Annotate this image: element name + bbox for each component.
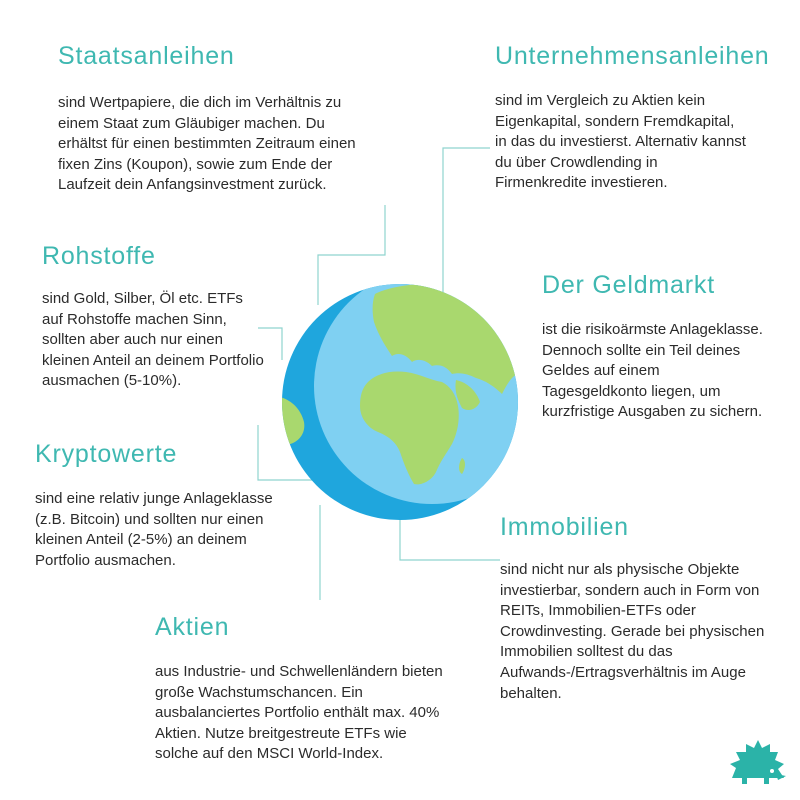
immobilien-title: Immobilien [500, 513, 629, 541]
section-rohstoffe [42, 242, 267, 392]
globe-icon [280, 282, 520, 522]
rohstoffe-title: Rohstoffe [42, 242, 156, 270]
section-staatsanleihen [58, 42, 368, 196]
kryptowerte-title: Kryptowerte [35, 440, 178, 468]
kryptowerte-text: sind eine relativ junge Anlageklasse (z.B. Bitcoin) und sollten nur einen kleinen Anteil (2-5%) an deinem Portfolio ausmachen. [35, 490, 273, 569]
aktien-title: Aktien [155, 613, 230, 641]
section-immobilien [500, 513, 778, 704]
immobilien-text: sind nicht nur als physische Objekte investierbar, sondern auch in Form von REITs, Immobilien-ETFs oder Crowdinvesting. Gerade bei physischen Immobilien solltest du das Aufwands-/Ertragsverhältnis im Auge behalten. [500, 561, 765, 702]
section-unternehmensanleihen [495, 42, 770, 194]
staatsanleihen-title: Staatsanleihen [58, 42, 235, 70]
unternehmensanleihen-title: Unternehmensanleihen [495, 42, 770, 70]
section-aktien [155, 613, 445, 765]
section-kryptowerte [35, 440, 275, 571]
staatsanleihen-text: sind Wertpapiere, die dich im Verhältnis zu einem Staat zum Gläubiger machen. Du erhältst für einen bestimmten Zeitraum einen fixen Zins (Koupon), sowie zum Ende der Laufzeit dein Anfangsinvestment zurück. [58, 94, 356, 194]
geldmarkt-text: ist die risikoärmste Anlageklasse. Dennoch sollte ein Teil deines Geldes auf einem Tagesgeldkonto liegen, um kurzfristige Ausgaben zu sichern. [542, 321, 763, 421]
unternehmensanleihen-text: sind im Vergleich zu Aktien kein Eigenkapital, sondern Fremdkapital, in das du investierst. Alternativ kannst du über Crowdlending in Firmenkredite investieren. [495, 92, 746, 192]
section-geldmarkt [542, 271, 767, 423]
aktien-text: aus Industrie- und Schwellenländern bieten große Wachstumschancen. Ein ausbalanciertes Portfolio enthält max. 40% Aktien. Nutze breitgestreute ETFs wie solche auf den MSCI World-Index. [155, 663, 443, 763]
geldmarkt-title: Der Geldmarkt [542, 271, 715, 299]
hedgehog-logo-icon [728, 738, 788, 788]
rohstoffe-text: sind Gold, Silber, Öl etc. ETFs auf Rohstoffe machen Sinn, sollten aber auch nur einen kleinen Anteil an deinem Portfolio ausmachen (5-10%). [42, 290, 264, 390]
